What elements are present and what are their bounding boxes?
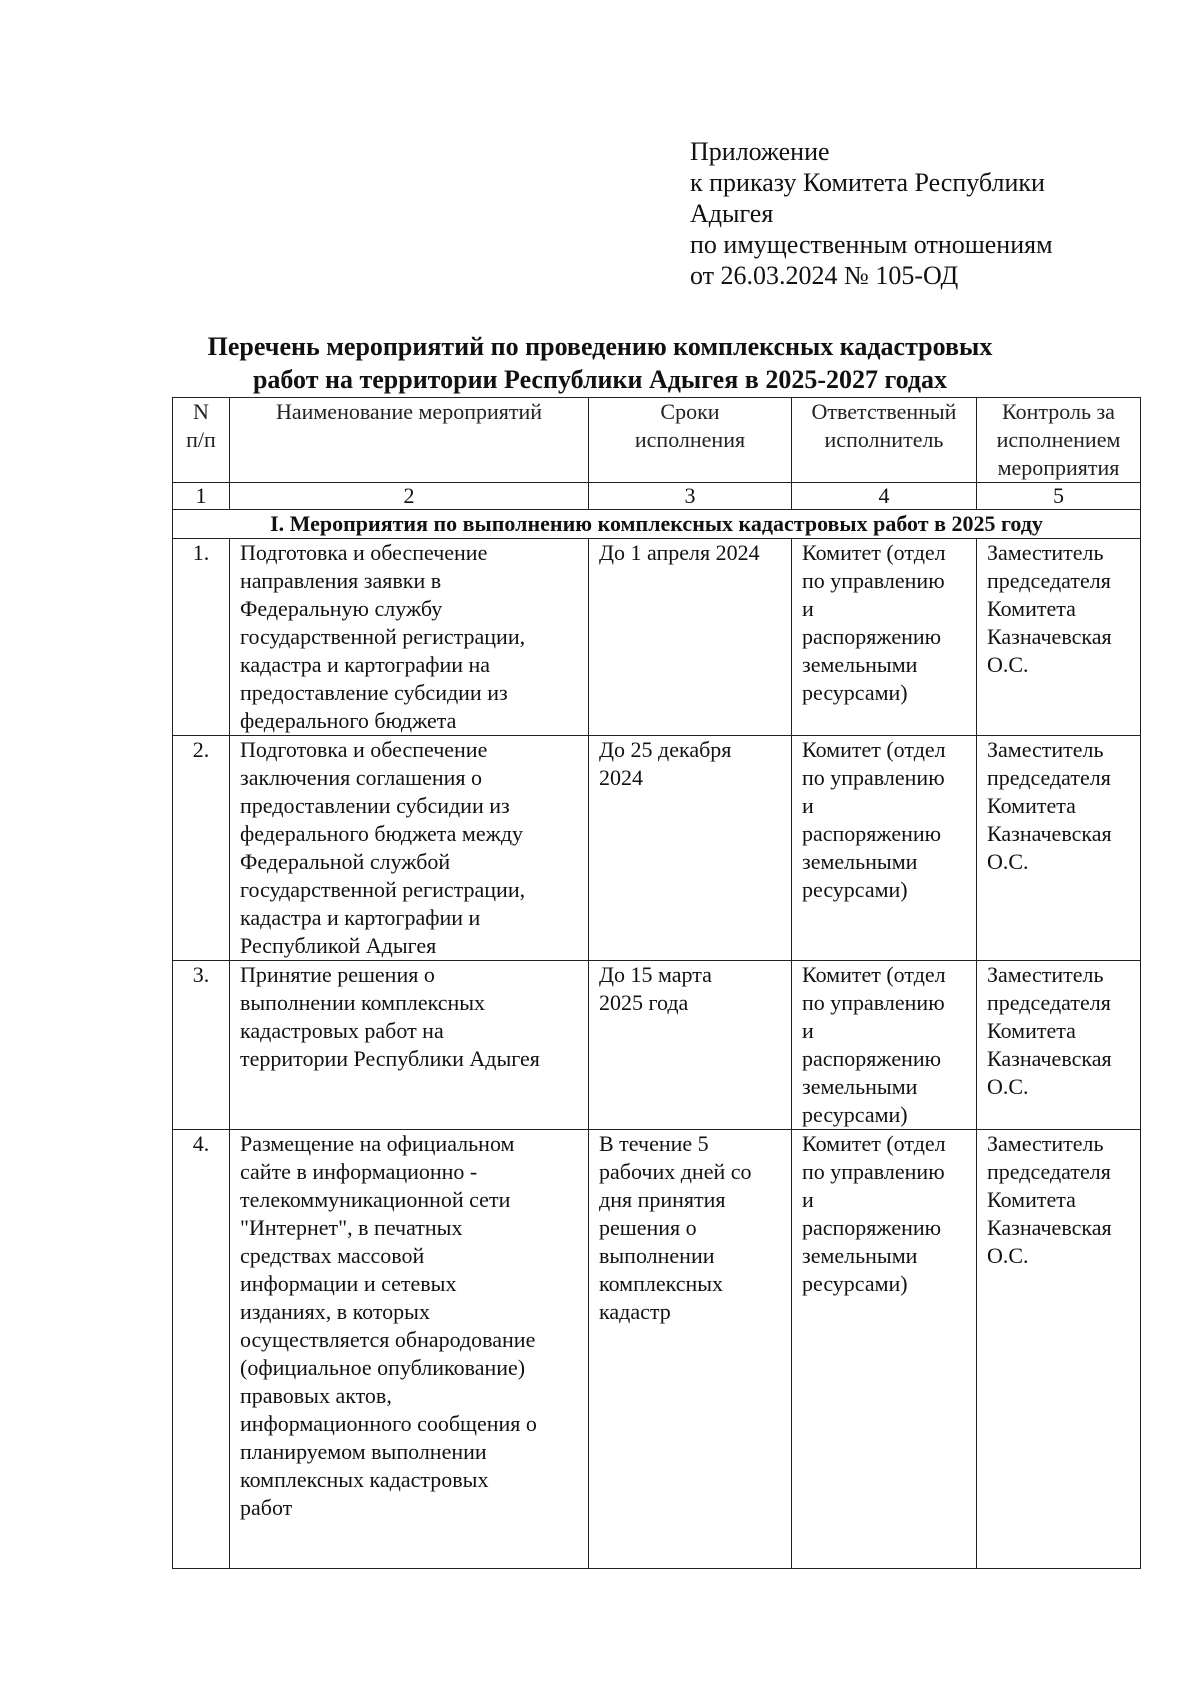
measure-deadline: До 25 декабря 2024 [589, 736, 792, 961]
annex-line: Приложение [690, 137, 830, 166]
column-number: 2 [230, 483, 589, 510]
measure-control: Заместитель председателя Комитета Казначевская О.С. [977, 1130, 1141, 1569]
table-header-row [173, 398, 1141, 483]
row-number: 1. [173, 539, 230, 736]
header-control: Контроль за исполнением мероприятия [977, 398, 1141, 483]
annex-order-date: от 26.03.2024 № 105-ОД [690, 261, 959, 290]
column-number: 3 [589, 483, 792, 510]
header-name: Наименование мероприятий [230, 398, 589, 483]
measure-deadline: До 15 марта 2025 года [589, 961, 792, 1130]
table-row [173, 736, 1141, 961]
annex-line: по имущественным отношениям [690, 230, 1053, 259]
annex-line: к приказу Комитета Республики [690, 168, 1045, 197]
annex-line: Адыгея [690, 199, 774, 228]
measure-control: Заместитель председателя Комитета Казначевская О.С. [977, 961, 1141, 1130]
table-row [173, 1130, 1141, 1569]
measure-name: Подготовка и обеспечение заключения соглашения о предоставлении субсидии из федерального бюджета между Федеральной службой государственной регистрации, кадастра и картографии и Республикой Адыгея [230, 736, 589, 961]
table-row [173, 539, 1141, 736]
measures-table [172, 397, 1141, 1569]
document-title [150, 330, 1050, 396]
annex-header [690, 136, 1160, 291]
row-number: 2. [173, 736, 230, 961]
measure-name: Подготовка и обеспечение направления заявки в Федеральную службу государственной регистрации, кадастра и картографии на предоставление субсидии из федерального бюджета [230, 539, 589, 736]
row-number: 3. [173, 961, 230, 1130]
measure-control: Заместитель председателя Комитета Казначевская О.С. [977, 539, 1141, 736]
row-number: 4. [173, 1130, 230, 1569]
column-number: 4 [792, 483, 977, 510]
measure-responsible: Комитет (отдел по управлению и распоряжению земельными ресурсами) [792, 961, 977, 1130]
measure-deadline: В течение 5 рабочих дней со дня принятия решения о выполнении комплексных кадастр [589, 1130, 792, 1569]
column-number: 5 [977, 483, 1141, 510]
column-number: 1 [173, 483, 230, 510]
title-line-1: Перечень мероприятий по проведению комплексных кадастровых [207, 332, 993, 361]
title-line-2: работ на территории Республики Адыгея в 2025-2027 годах [252, 365, 948, 394]
column-number-row [173, 483, 1141, 510]
header-num: N п/п [173, 398, 230, 483]
measure-control: Заместитель председателя Комитета Казначевская О.С. [977, 736, 1141, 961]
section-title: I. Мероприятия по выполнению комплексных кадастровых работ в 2025 году [173, 510, 1141, 539]
header-responsible: Ответственный исполнитель [792, 398, 977, 483]
measure-responsible: Комитет (отдел по управлению и распоряжению земельными ресурсами) [792, 1130, 977, 1569]
table-row [173, 961, 1141, 1130]
header-deadline: Сроки исполнения [589, 398, 792, 483]
measure-name: Принятие решения о выполнении комплексных кадастровых работ на территории Республики Адыгея [230, 961, 589, 1130]
measure-responsible: Комитет (отдел по управлению и распоряжению земельными ресурсами) [792, 736, 977, 961]
section-row [173, 510, 1141, 539]
measure-deadline: До 1 апреля 2024 [589, 539, 792, 736]
measure-responsible: Комитет (отдел по управлению и распоряжению земельными ресурсами) [792, 539, 977, 736]
measure-name: Размещение на официальном сайте в информационно - телекоммуникационной сети "Интернет", в печатных средствах массовой информации и сетевых изданиях, в которых осуществляется обнародование (официальное опубликование) правовых актов, информационного сообщения о планируемом выполнении комплексных кадастровых работ [230, 1130, 589, 1569]
